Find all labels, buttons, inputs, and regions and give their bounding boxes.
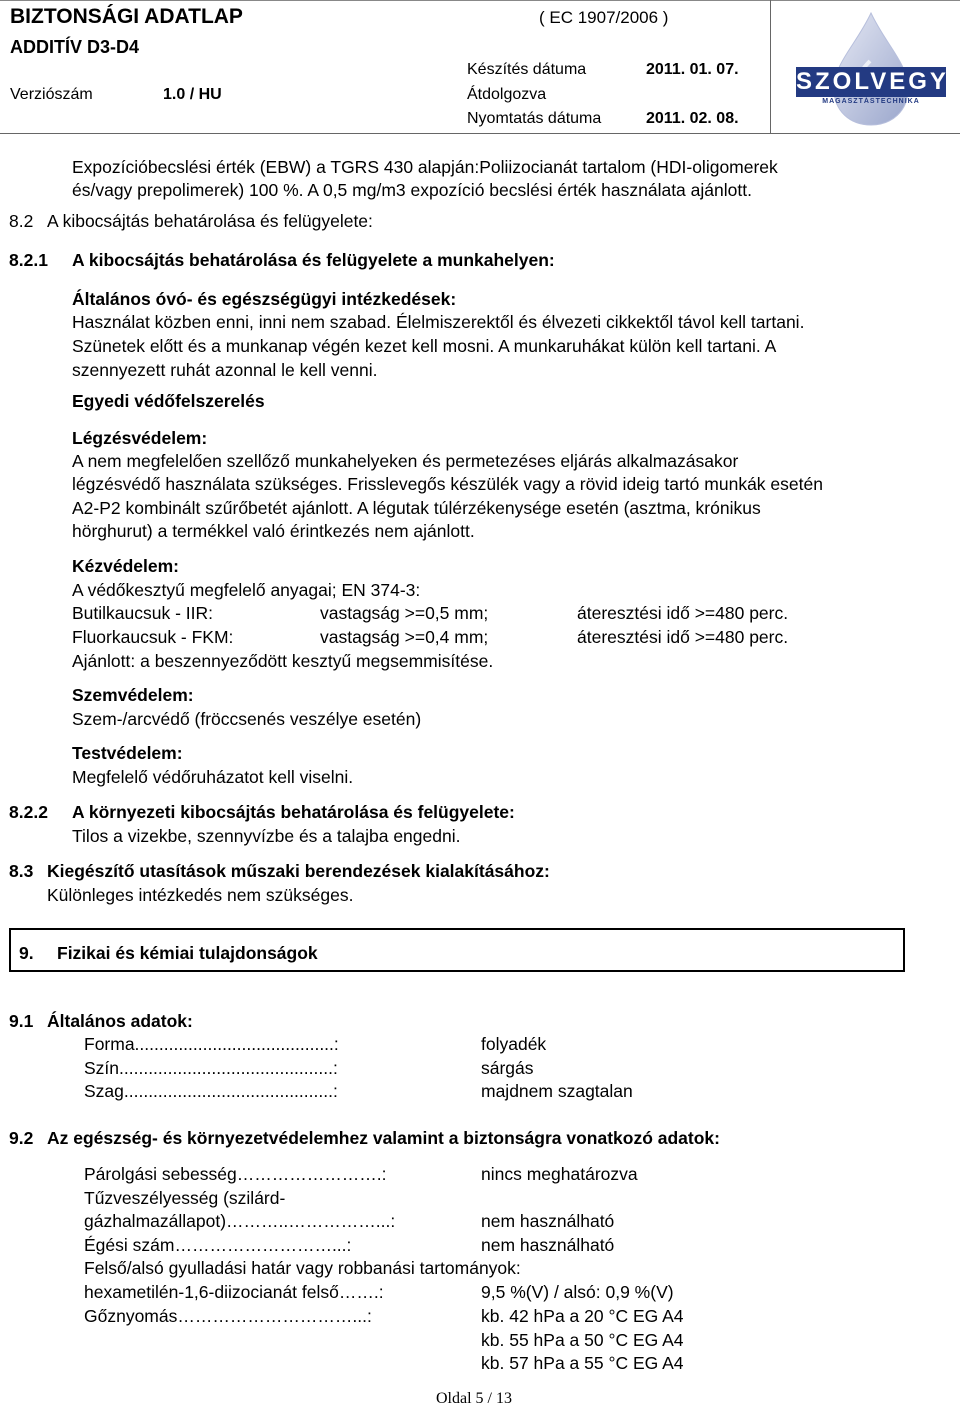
section-8-2-number: 8.2 [9,211,34,231]
evaporation-value: nincs meghatározva [481,1164,638,1184]
page-number: Oldal 5 / 13 [436,1390,512,1407]
header-bottom-rule [0,133,960,134]
printed-label: Nyomtatás dátuma [467,110,602,127]
glove-1-material: Butilkaucsuk - IIR: [72,603,214,623]
general-measures-2: Szünetek előtt és a munkanap végén kezet kell mosni. A munkaruhákat külön kell tartani. A [72,336,777,356]
glove-1-thickness: vastagság >=0,5 mm; [320,603,489,623]
section-8-3-title: Kiegészítő utasítások műszaki berendezések kialakításához: [47,861,550,881]
section-8-3-number: 8.3 [9,861,34,881]
section-8-2-title: A kibocsájtás behatárolása és felügyelete: [47,211,373,231]
eye-title: Szemvédelem: [72,685,194,705]
vapor-pressure-value-2: kb. 55 hPa a 50 °C EG A4 [481,1330,684,1350]
hand-recommendation: Ajánlott: a beszennyeződött kesztyű megsemmisítése. [72,651,494,671]
section-9-1-title: Általános adatok: [47,1011,193,1031]
exposure-text-1: Expozícióbecslési érték (EBW) a TGRS 430 alapján:Poliizocianát tartalom (HDI-oligomerek [72,157,778,177]
header-divider [770,0,771,134]
regulation-ref: ( EC 1907/2006 ) [539,8,669,27]
header-top-rule [0,0,960,1]
product-name: ADDITÍV D3-D4 [10,37,140,57]
flammability-value: nem használható [481,1211,615,1231]
logo-tagline: MAGASZTÁSTECHNIKA [822,98,920,105]
glove-1-breakthrough: áteresztési idő >=480 perc. [577,603,789,623]
section-9-2-number: 9.2 [9,1128,34,1148]
hdi-limit-label: hexametilén-1,6-diizocianát felső…….: [84,1282,384,1302]
property-odor-label: Szag...........................................: [84,1081,338,1101]
vapor-pressure-label: Gőznyomás…………………………...: [84,1306,372,1326]
eye-1: Szem-/arcvédő (fröccsenés veszélye esetén) [72,709,422,729]
property-odor-value: majdnem szagtalan [481,1081,633,1101]
company-logo [786,5,956,129]
general-measures-title: Általános óvó- és egészségügyi intézkedések: [72,289,457,309]
burning-number-label: Égési szám………………………...: [84,1235,352,1255]
version-value: 1.0 / HU [163,86,222,103]
burning-number-value: nem használható [481,1235,615,1255]
glove-2-thickness: vastagság >=0,4 mm; [320,627,489,647]
explosion-limits-label: Felső/alsó gyulladási határ vagy robbanási tartományok: [84,1258,521,1278]
section-8-3-text: Különleges intézkedés nem szükséges. [47,885,354,905]
respiratory-3: A2-P2 kombinált szűrőbetét ajánlott. A légutak túlérzékenysége esetén (asztma, krónikus [72,498,761,518]
body-protection-title: Testvédelem: [72,743,183,763]
flammability-label-2: gázhalmazállapot)………..……………...: [84,1211,396,1231]
section-9-1-number: 9.1 [9,1011,34,1031]
vapor-pressure-value-1: kb. 42 hPa a 20 °C EG A4 [481,1306,684,1326]
version-label: Verziószám [10,86,93,103]
logo-wordmark: SZOLVEGY [796,68,949,95]
respiratory-4: hörghurut) a termékkel való érintkezés nem ajánlott. [72,521,475,541]
printed-value: 2011. 02. 08. [646,110,739,127]
hand-1: A védőkesztyű megfelelő anyagai; EN 374-3: [72,580,421,600]
general-measures-3: szennyezett ruhát azonnal le kell venni. [72,360,378,380]
revised-label: Átdolgozva [467,86,547,103]
section-9-title: Fizikai és kémiai tulajdonságok [57,943,318,963]
document-header [0,0,960,134]
hand-title: Kézvédelem: [72,556,179,576]
section-8-2-2-text: Tilos a vizekbe, szennyvízbe és a talajba engedni. [72,826,461,846]
section-8-2-2-title: A környezeti kibocsájtás behatárolása és felügyelete: [72,802,515,822]
hdi-limit-value: 9,5 %(V) / alsó: 0,9 %(V) [481,1282,674,1302]
exposure-text-2: és/vagy prepolimerek) 100 %. A 0,5 mg/m3 expozíció becslési érték használata ajánlott. [72,180,752,200]
flammability-label-1: Tűzveszélyesség (szilárd- [84,1188,286,1208]
respiratory-title: Légzésvédelem: [72,428,208,448]
ppe-title: Egyedi védőfelszerelés [72,391,265,411]
general-measures-1: Használat közben enni, inni nem szabad. Élelmiszerektől és élvezeti cikkektől távol kell tartani. [72,312,805,332]
glove-2-breakthrough: áteresztési idő >=480 perc. [577,627,789,647]
evaporation-label: Párolgási sebesség…………………….: [84,1164,387,1184]
glove-2-material: Fluorkaucsuk - FKM: [72,627,234,647]
section-8-2-1-title: A kibocsájtás behatárolása és felügyelete a munkahelyen: [72,250,555,270]
created-value: 2011. 01. 07. [646,61,739,78]
property-form-label: Forma.........................................: [84,1034,339,1054]
body-protection-1: Megfelelő védőruházatot kell viselni. [72,767,354,787]
document-title: BIZTONSÁGI ADATLAP [10,5,243,28]
section-8-2-2-number: 8.2.2 [9,802,48,822]
property-color-label: Szín............................................: [84,1058,338,1078]
respiratory-2: légzésvédő használata szükséges. Frisslevegős készülék vagy a rövid ideig tartó munkák esetén [72,474,823,494]
section-8-2-1-number: 8.2.1 [9,250,48,270]
created-label: Készítés dátuma [467,61,587,78]
vapor-pressure-value-3: kb. 57 hPa a 55 °C EG A4 [481,1353,684,1373]
property-form-value: folyadék [481,1034,547,1054]
property-color-value: sárgás [481,1058,534,1078]
section-9-2-title: Az egészség- és környezetvédelemhez valamint a biztonságra vonatkozó adatok: [47,1128,720,1148]
respiratory-1: A nem megfelelően szellőző munkahelyeken és permetezéses eljárás alkalmazásakor [72,451,739,471]
section-9-number: 9. [19,943,34,963]
